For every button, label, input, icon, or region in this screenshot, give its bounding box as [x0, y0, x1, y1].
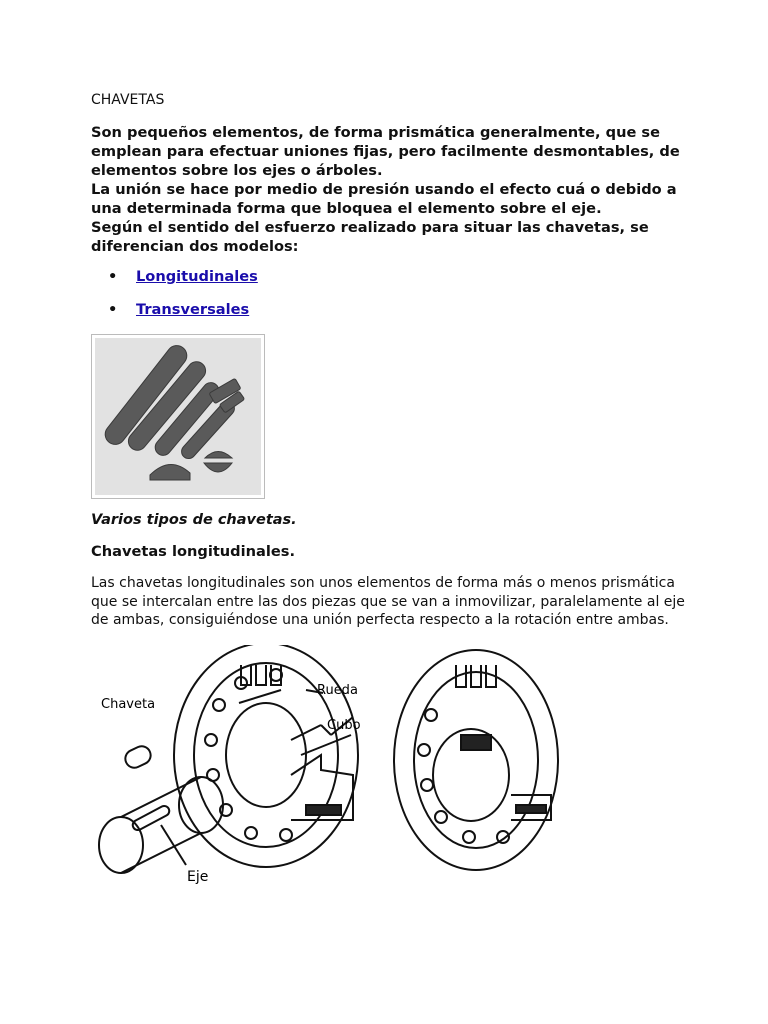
chavetas-photo-illustration — [92, 335, 264, 498]
chavetas-photo — [91, 334, 265, 499]
intro-line-1: Son pequeños elementos, de forma prismática generalmente, que se emplean para efectuar uniones fijas, pero facilmente desmontables, de elementos sobre los ejes o árboles. — [91, 124, 680, 179]
label-chaveta: Chaveta — [101, 697, 156, 712]
intro-line-3: Según el sentido del esfuerzo realizado para situar las chavetas, se diferencian dos modelos: — [91, 219, 649, 255]
figure-caption: Varios tipos de chavetas. — [91, 512, 297, 528]
body-paragraph: Las chavetas longitudinales son unos elementos de forma más o menos prismática que se intercalan entre las dos piezas que se van a inmovilizar, paralelamente al eje de ambas, consiguiéndose una unión perfecta respecto a la rotación entre ambas. — [91, 575, 685, 628]
page-title: CHAVETAS — [91, 92, 165, 108]
bullet-icon: • — [108, 268, 118, 285]
bullet-icon: • — [108, 301, 118, 318]
list-item — [108, 301, 258, 334]
link-transversales[interactable]: Transversales — [136, 301, 250, 318]
models-list — [108, 268, 258, 334]
label-cubo: Cubo — [327, 718, 361, 733]
section-heading: Chavetas longitudinales. — [91, 543, 295, 560]
list-item — [108, 268, 258, 301]
wheel-key-diagram — [91, 645, 563, 893]
label-rueda: Rueda — [317, 683, 358, 698]
intro-paragraph — [91, 123, 691, 256]
wheel-key-diagram-drawing — [91, 645, 563, 893]
link-longitudinales[interactable]: Longitudinales — [136, 268, 258, 285]
label-eje: Eje — [187, 869, 209, 885]
intro-line-2: La unión se hace por medio de presión usando el efecto cuá o debido a una determinada forma que bloquea el elemento sobre el eje. — [91, 181, 677, 217]
